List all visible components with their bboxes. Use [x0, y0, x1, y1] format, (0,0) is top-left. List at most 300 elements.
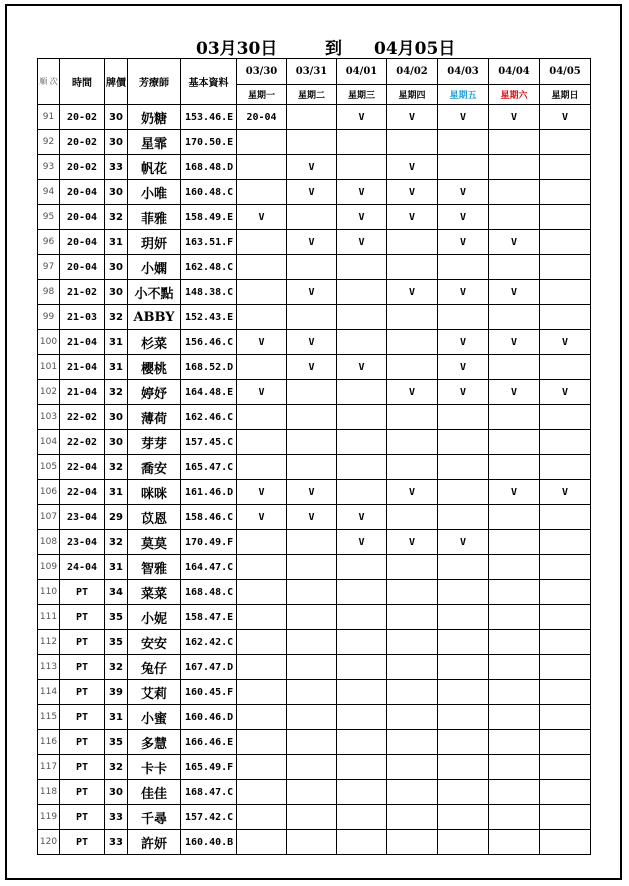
- row-plate: 33: [105, 155, 128, 180]
- row-day-cell: [237, 530, 287, 555]
- title-end-date: 04月05日: [374, 39, 456, 59]
- row-day-cell: V: [237, 380, 287, 405]
- row-number: 104: [38, 430, 60, 455]
- row-number: 114: [38, 680, 60, 705]
- header-time: 時間: [60, 59, 105, 105]
- row-day-cell: [237, 305, 287, 330]
- row-day-cell: [489, 130, 540, 155]
- row-plate: 30: [105, 405, 128, 430]
- row-day-cell: V: [287, 230, 337, 255]
- row-plate: 33: [105, 805, 128, 830]
- row-day-cell: [287, 455, 337, 480]
- row-day-cell: V: [489, 480, 540, 505]
- row-day-cell: V: [337, 230, 387, 255]
- row-therapist: 許妍: [128, 830, 181, 855]
- table-row: [38, 355, 591, 380]
- row-time: PT: [60, 680, 105, 705]
- row-day-cell: V: [337, 355, 387, 380]
- row-therapist: 婷妤: [128, 380, 181, 405]
- row-day-cell: V: [337, 180, 387, 205]
- row-day-cell: [438, 430, 489, 455]
- header-plate: 牌價: [105, 59, 128, 105]
- row-day-cell: V: [287, 180, 337, 205]
- row-info: 156.46.C: [181, 330, 237, 355]
- table-row: [38, 580, 591, 605]
- row-day-cell: V: [337, 205, 387, 230]
- row-info: 158.49.E: [181, 205, 237, 230]
- row-time: 23-04: [60, 505, 105, 530]
- table-row: [38, 780, 591, 805]
- row-info: 162.48.C: [181, 255, 237, 280]
- row-day-cell: [540, 305, 591, 330]
- row-day-cell: [489, 455, 540, 480]
- row-day-cell: [540, 255, 591, 280]
- row-day-cell: 20-04: [237, 105, 287, 130]
- row-day-cell: [489, 830, 540, 855]
- table-row: [38, 430, 591, 455]
- row-therapist: ABBY: [128, 305, 181, 330]
- table-row: [38, 555, 591, 580]
- row-number: 92: [38, 130, 60, 155]
- row-plate: 30: [105, 180, 128, 205]
- row-therapist: 杉菜: [128, 330, 181, 355]
- header-date: 04/03: [438, 59, 489, 85]
- row-day-cell: V: [387, 205, 438, 230]
- row-therapist: 艾莉: [128, 680, 181, 705]
- row-day-cell: [287, 680, 337, 705]
- row-info: 160.46.D: [181, 705, 237, 730]
- row-number: 120: [38, 830, 60, 855]
- row-day-cell: V: [438, 230, 489, 255]
- row-therapist: 佳佳: [128, 780, 181, 805]
- header-weekday: 星期六: [489, 85, 540, 105]
- row-therapist: 奶糖: [128, 105, 181, 130]
- row-info: 160.48.C: [181, 180, 237, 205]
- row-info: 170.50.E: [181, 130, 237, 155]
- row-day-cell: [237, 655, 287, 680]
- row-day-cell: V: [387, 180, 438, 205]
- row-day-cell: [387, 805, 438, 830]
- row-time: 21-04: [60, 355, 105, 380]
- row-day-cell: [337, 405, 387, 430]
- row-plate: 30: [105, 255, 128, 280]
- table-row: [38, 180, 591, 205]
- row-day-cell: [287, 205, 337, 230]
- row-plate: 30: [105, 105, 128, 130]
- row-day-cell: [287, 705, 337, 730]
- row-day-cell: [387, 505, 438, 530]
- row-day-cell: [540, 430, 591, 455]
- row-time: 20-02: [60, 130, 105, 155]
- row-number: 102: [38, 380, 60, 405]
- row-time: PT: [60, 580, 105, 605]
- row-info: 166.46.E: [181, 730, 237, 755]
- row-number: 112: [38, 630, 60, 655]
- row-day-cell: [438, 805, 489, 830]
- row-number: 105: [38, 455, 60, 480]
- row-day-cell: [438, 130, 489, 155]
- row-therapist: 小嫻: [128, 255, 181, 280]
- row-info: 165.47.C: [181, 455, 237, 480]
- row-number: 95: [38, 205, 60, 230]
- row-time: PT: [60, 630, 105, 655]
- row-day-cell: [438, 580, 489, 605]
- row-day-cell: [540, 455, 591, 480]
- row-day-cell: [489, 405, 540, 430]
- row-day-cell: [387, 555, 438, 580]
- row-day-cell: [287, 780, 337, 805]
- row-day-cell: [489, 305, 540, 330]
- row-therapist: 喬安: [128, 455, 181, 480]
- row-info: 158.46.C: [181, 505, 237, 530]
- row-number: 115: [38, 705, 60, 730]
- row-day-cell: [438, 655, 489, 680]
- row-day-cell: [489, 355, 540, 380]
- row-plate: 31: [105, 330, 128, 355]
- row-day-cell: [438, 730, 489, 755]
- row-day-cell: [540, 730, 591, 755]
- row-time: PT: [60, 830, 105, 855]
- row-day-cell: [540, 755, 591, 780]
- row-day-cell: [387, 330, 438, 355]
- row-day-cell: [287, 805, 337, 830]
- table-row: [38, 155, 591, 180]
- row-plate: 33: [105, 830, 128, 855]
- header-weekday: 星期日: [540, 85, 591, 105]
- row-day-cell: V: [337, 505, 387, 530]
- row-therapist: 安安: [128, 630, 181, 655]
- header-date: 04/05: [540, 59, 591, 85]
- row-info: 164.47.C: [181, 555, 237, 580]
- row-day-cell: [287, 605, 337, 630]
- row-day-cell: [387, 705, 438, 730]
- row-plate: 31: [105, 355, 128, 380]
- row-time: 20-04: [60, 230, 105, 255]
- row-info: 168.52.D: [181, 355, 237, 380]
- row-day-cell: [237, 630, 287, 655]
- row-day-cell: [237, 130, 287, 155]
- row-therapist: 菜菜: [128, 580, 181, 605]
- row-day-cell: [540, 780, 591, 805]
- row-day-cell: V: [540, 105, 591, 130]
- row-day-cell: V: [540, 380, 591, 405]
- row-info: 152.43.E: [181, 305, 237, 330]
- row-day-cell: [337, 305, 387, 330]
- table-row: [38, 630, 591, 655]
- table-row: [38, 605, 591, 630]
- row-therapist: 星霏: [128, 130, 181, 155]
- row-day-cell: [237, 255, 287, 280]
- row-number: 106: [38, 480, 60, 505]
- row-day-cell: [287, 580, 337, 605]
- table-row: [38, 730, 591, 755]
- row-day-cell: [337, 780, 387, 805]
- table-row: [38, 405, 591, 430]
- row-therapist: 莫莫: [128, 530, 181, 555]
- row-day-cell: [540, 405, 591, 430]
- schedule-table: [37, 58, 591, 855]
- row-day-cell: [337, 330, 387, 355]
- row-info: 162.46.C: [181, 405, 237, 430]
- row-day-cell: [438, 455, 489, 480]
- row-day-cell: [387, 605, 438, 630]
- row-day-cell: [489, 730, 540, 755]
- row-plate: 32: [105, 655, 128, 680]
- row-day-cell: V: [237, 330, 287, 355]
- row-day-cell: [489, 255, 540, 280]
- row-day-cell: [489, 155, 540, 180]
- row-info: 167.47.D: [181, 655, 237, 680]
- row-day-cell: [489, 180, 540, 205]
- row-therapist: 薄荷: [128, 405, 181, 430]
- row-day-cell: [540, 680, 591, 705]
- row-time: PT: [60, 705, 105, 730]
- row-day-cell: [287, 655, 337, 680]
- row-day-cell: [387, 305, 438, 330]
- row-therapist: 兔仔: [128, 655, 181, 680]
- header-date: 04/04: [489, 59, 540, 85]
- row-day-cell: V: [438, 380, 489, 405]
- row-day-cell: [337, 805, 387, 830]
- row-day-cell: [337, 130, 387, 155]
- row-info: 153.46.E: [181, 105, 237, 130]
- row-time: 21-03: [60, 305, 105, 330]
- table-row: [38, 805, 591, 830]
- table-row: [38, 755, 591, 780]
- row-number: 100: [38, 330, 60, 355]
- row-therapist: 玥妍: [128, 230, 181, 255]
- table-row: [38, 105, 591, 130]
- row-day-cell: [237, 155, 287, 180]
- row-number: 117: [38, 755, 60, 780]
- table-row: [38, 480, 591, 505]
- row-day-cell: [337, 280, 387, 305]
- row-time: 20-04: [60, 180, 105, 205]
- row-day-cell: [387, 580, 438, 605]
- table-row: [38, 705, 591, 730]
- row-day-cell: [438, 780, 489, 805]
- row-day-cell: [540, 180, 591, 205]
- row-time: PT: [60, 605, 105, 630]
- header-weekday: 星期二: [287, 85, 337, 105]
- row-plate: 35: [105, 730, 128, 755]
- row-info: 163.51.F: [181, 230, 237, 255]
- row-info: 160.40.B: [181, 830, 237, 855]
- row-day-cell: [387, 355, 438, 380]
- row-day-cell: [387, 430, 438, 455]
- table-row: [38, 205, 591, 230]
- row-day-cell: [540, 805, 591, 830]
- row-day-cell: [540, 230, 591, 255]
- row-day-cell: [438, 155, 489, 180]
- row-day-cell: [438, 680, 489, 705]
- row-day-cell: [237, 230, 287, 255]
- row-day-cell: V: [287, 155, 337, 180]
- row-time: 24-04: [60, 555, 105, 580]
- row-day-cell: [438, 830, 489, 855]
- row-day-cell: [387, 630, 438, 655]
- header-weekday: 星期五: [438, 85, 489, 105]
- row-day-cell: [287, 430, 337, 455]
- row-day-cell: [387, 455, 438, 480]
- row-day-cell: V: [540, 330, 591, 355]
- table-row: [38, 380, 591, 405]
- row-day-cell: [237, 830, 287, 855]
- row-plate: 31: [105, 230, 128, 255]
- row-time: PT: [60, 755, 105, 780]
- row-day-cell: V: [438, 355, 489, 380]
- row-day-cell: [237, 355, 287, 380]
- row-day-cell: [540, 655, 591, 680]
- row-day-cell: [387, 405, 438, 430]
- row-day-cell: V: [489, 330, 540, 355]
- row-plate: 32: [105, 755, 128, 780]
- title-start-date: 03月30日: [196, 39, 278, 59]
- header-seq: 順 次: [38, 59, 60, 105]
- row-day-cell: [489, 555, 540, 580]
- row-day-cell: V: [237, 205, 287, 230]
- row-time: 21-04: [60, 380, 105, 405]
- row-plate: 30: [105, 280, 128, 305]
- row-day-cell: V: [287, 280, 337, 305]
- row-number: 101: [38, 355, 60, 380]
- row-info: 164.48.E: [181, 380, 237, 405]
- row-day-cell: V: [489, 380, 540, 405]
- row-day-cell: V: [438, 330, 489, 355]
- row-therapist: 苡恩: [128, 505, 181, 530]
- row-info: 168.48.C: [181, 580, 237, 605]
- row-day-cell: [438, 480, 489, 505]
- row-number: 107: [38, 505, 60, 530]
- row-day-cell: [489, 655, 540, 680]
- row-day-cell: V: [387, 280, 438, 305]
- row-info: 165.49.F: [181, 755, 237, 780]
- row-day-cell: V: [237, 480, 287, 505]
- row-day-cell: [489, 530, 540, 555]
- row-plate: 32: [105, 380, 128, 405]
- row-therapist: 帆花: [128, 155, 181, 180]
- row-day-cell: [540, 530, 591, 555]
- row-day-cell: [237, 280, 287, 305]
- row-plate: 32: [105, 305, 128, 330]
- row-day-cell: [237, 430, 287, 455]
- row-day-cell: [438, 305, 489, 330]
- row-day-cell: [387, 655, 438, 680]
- row-number: 113: [38, 655, 60, 680]
- row-day-cell: [287, 105, 337, 130]
- row-day-cell: [540, 630, 591, 655]
- row-therapist: 小唯: [128, 180, 181, 205]
- row-time: 22-02: [60, 430, 105, 455]
- row-time: 20-04: [60, 255, 105, 280]
- row-day-cell: [237, 455, 287, 480]
- row-number: 93: [38, 155, 60, 180]
- row-day-cell: [540, 130, 591, 155]
- table-row: [38, 530, 591, 555]
- row-day-cell: [287, 730, 337, 755]
- row-day-cell: [337, 430, 387, 455]
- row-day-cell: [489, 680, 540, 705]
- row-therapist: 卡卡: [128, 755, 181, 780]
- row-day-cell: [438, 555, 489, 580]
- row-day-cell: [237, 705, 287, 730]
- row-number: 110: [38, 580, 60, 605]
- row-number: 109: [38, 555, 60, 580]
- row-day-cell: [540, 555, 591, 580]
- row-therapist: 小不點: [128, 280, 181, 305]
- row-info: 157.45.C: [181, 430, 237, 455]
- row-day-cell: [438, 605, 489, 630]
- row-day-cell: [387, 130, 438, 155]
- row-day-cell: [540, 580, 591, 605]
- row-info: 170.49.F: [181, 530, 237, 555]
- row-therapist: 櫻桃: [128, 355, 181, 380]
- row-day-cell: [287, 555, 337, 580]
- row-day-cell: [337, 655, 387, 680]
- table-row: [38, 455, 591, 480]
- row-day-cell: [337, 480, 387, 505]
- row-day-cell: V: [489, 230, 540, 255]
- row-day-cell: V: [387, 105, 438, 130]
- row-day-cell: V: [489, 105, 540, 130]
- row-day-cell: V: [237, 505, 287, 530]
- table-row: [38, 655, 591, 680]
- row-day-cell: [438, 630, 489, 655]
- row-day-cell: V: [287, 330, 337, 355]
- row-day-cell: [540, 205, 591, 230]
- row-therapist: 芽芽: [128, 430, 181, 455]
- row-day-cell: [387, 730, 438, 755]
- header-date: 03/30: [237, 59, 287, 85]
- row-day-cell: [237, 605, 287, 630]
- row-day-cell: [540, 830, 591, 855]
- row-day-cell: [489, 505, 540, 530]
- row-day-cell: V: [438, 205, 489, 230]
- row-plate: 32: [105, 530, 128, 555]
- row-day-cell: [237, 555, 287, 580]
- row-therapist: 多慧: [128, 730, 181, 755]
- row-info: 168.48.D: [181, 155, 237, 180]
- row-day-cell: [237, 780, 287, 805]
- row-info: 148.38.C: [181, 280, 237, 305]
- row-day-cell: [540, 280, 591, 305]
- row-plate: 32: [105, 455, 128, 480]
- row-day-cell: [489, 780, 540, 805]
- row-day-cell: V: [387, 380, 438, 405]
- row-number: 98: [38, 280, 60, 305]
- row-therapist: 千尋: [128, 805, 181, 830]
- row-day-cell: [489, 755, 540, 780]
- row-number: 118: [38, 780, 60, 805]
- row-info: 162.42.C: [181, 630, 237, 655]
- row-day-cell: V: [438, 105, 489, 130]
- row-number: 103: [38, 405, 60, 430]
- row-number: 116: [38, 730, 60, 755]
- row-day-cell: [489, 605, 540, 630]
- row-number: 108: [38, 530, 60, 555]
- row-day-cell: V: [387, 155, 438, 180]
- row-day-cell: [387, 230, 438, 255]
- row-day-cell: [489, 630, 540, 655]
- row-day-cell: [438, 705, 489, 730]
- row-day-cell: V: [438, 180, 489, 205]
- row-plate: 30: [105, 130, 128, 155]
- row-time: PT: [60, 730, 105, 755]
- row-day-cell: [237, 580, 287, 605]
- row-day-cell: V: [287, 480, 337, 505]
- header-therapist: 芳療師: [128, 59, 181, 105]
- row-time: PT: [60, 805, 105, 830]
